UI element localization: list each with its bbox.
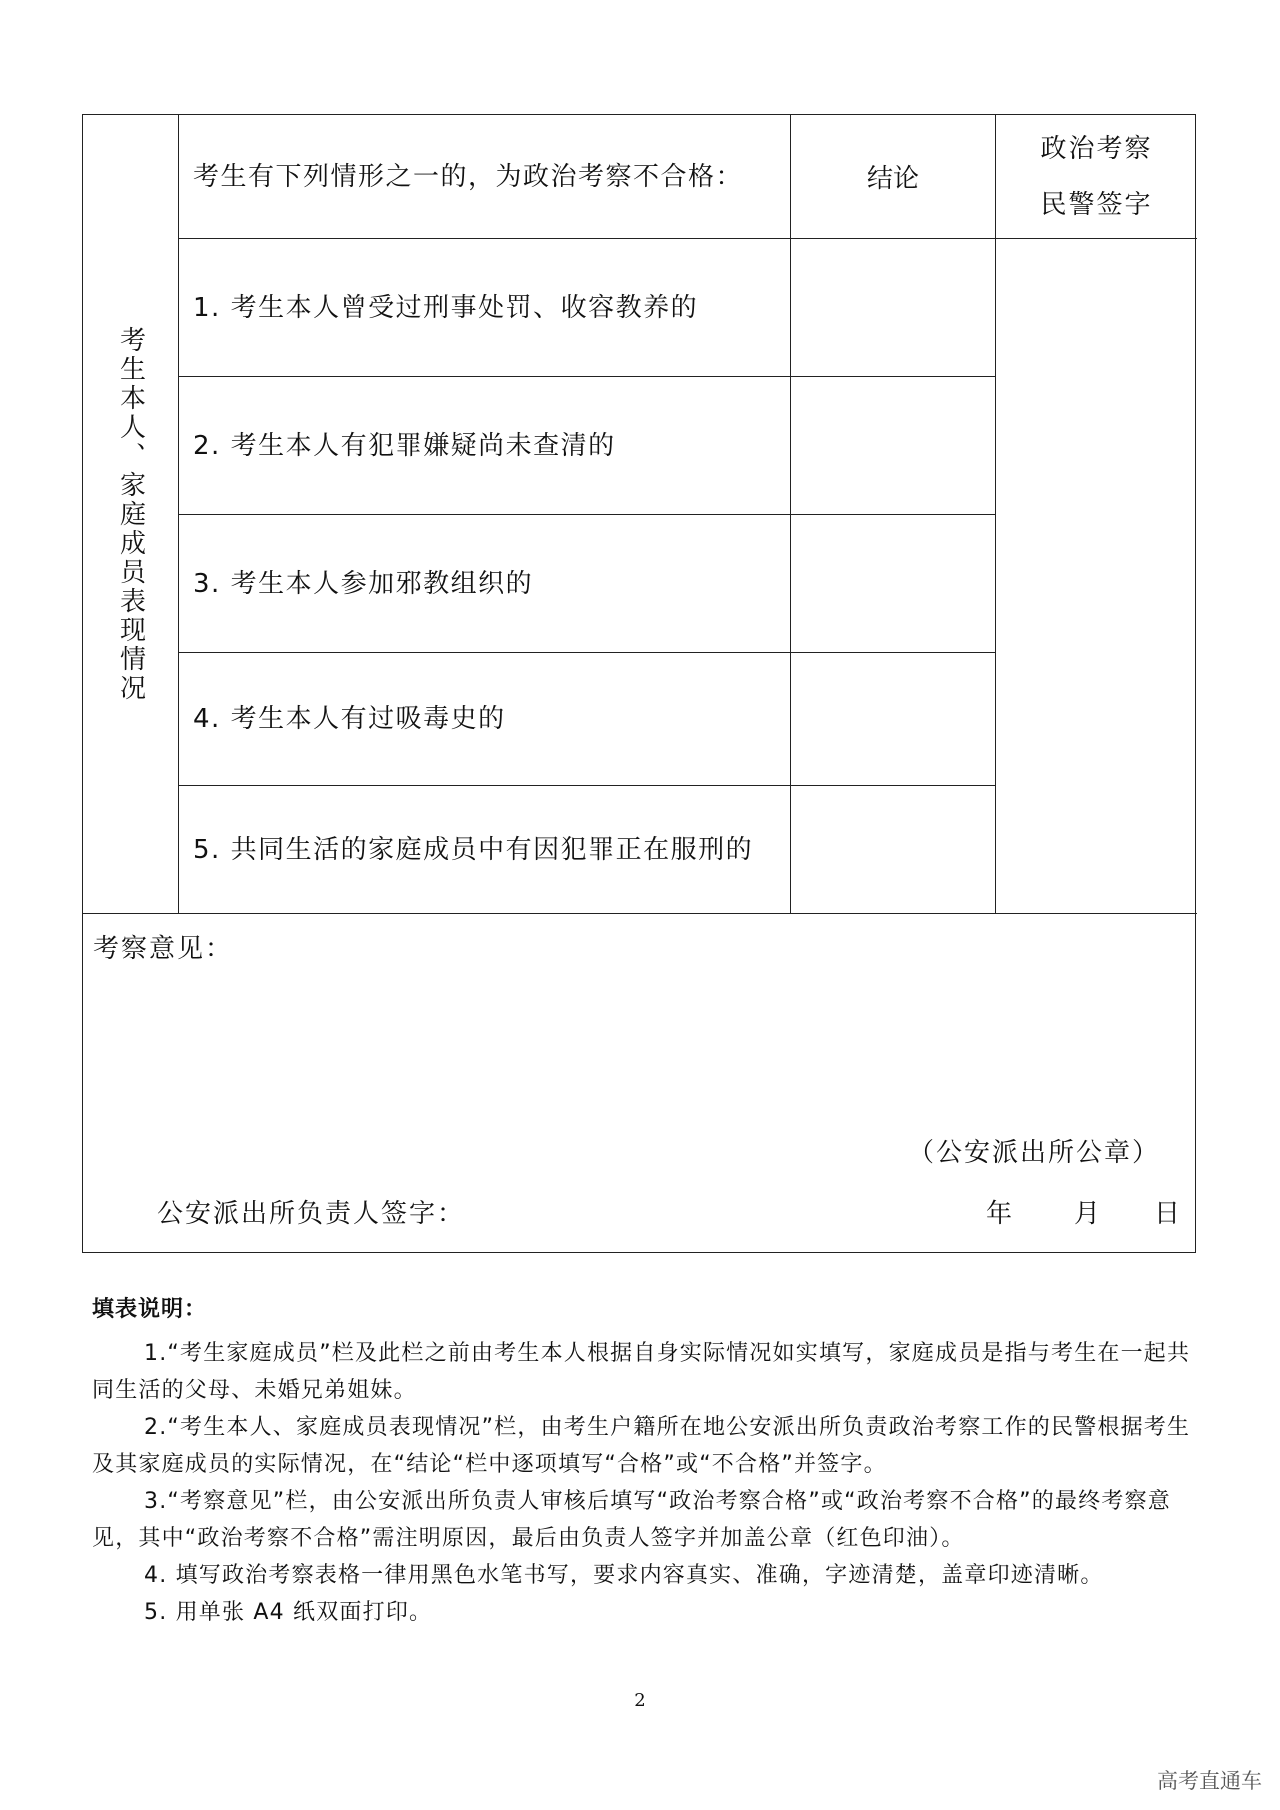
criteria-text-5: 5. 共同生活的家庭成员中有因犯罪正在服刑的 (179, 786, 791, 913)
instructions-title: 填表说明： (92, 1297, 208, 1322)
side-label-cell (83, 115, 179, 914)
station-head-signature-label: 公安派出所负责人签字： (157, 1199, 466, 1229)
instruction-item: 3.“考察意见”栏，由公安派出所负责人审核后填写“政治考察合格”或“政治考察不合格”的最终考察意见，其中“政治考察不合格”需注明原因，最后由负责人签字并加盖公章（红色印油）。 (92, 1489, 1171, 1551)
officer-signature-cell[interactable] (995, 239, 1197, 914)
conclusion-cell-4[interactable] (791, 653, 995, 785)
date-month: 月 (1073, 1199, 1100, 1229)
conclusion-cell-2[interactable] (791, 377, 995, 514)
date-year: 年 (985, 1199, 1012, 1229)
form-instructions (92, 1292, 1202, 1631)
officer-signature-header (995, 115, 1197, 239)
conclusion-cell-3[interactable] (791, 515, 995, 652)
watermark: 高考直通车 (1157, 1769, 1262, 1793)
criteria-row (179, 653, 995, 786)
date-day: 日 (1153, 1199, 1180, 1229)
instruction-item: 2.“考生本人、家庭成员表现情况”栏，由考生户籍所在地公安派出所负责政治考察工作的民警根据考生及其家庭成员的实际情况，在“结论“栏中逐项填写“合格”或“不合格”并签字。 (92, 1415, 1191, 1477)
political-review-table (82, 114, 1196, 1253)
conclusion-cell-5[interactable] (791, 786, 995, 913)
criteria-text-4: 4. 考生本人有过吸毒史的 (179, 653, 791, 785)
criteria-row (179, 786, 995, 914)
conclusion-cell-1[interactable] (791, 239, 995, 376)
criteria-row (179, 377, 995, 515)
instruction-item: 5. 用单张 A4 纸双面打印。 (144, 1600, 433, 1625)
criteria-text-1: 1. 考生本人曾受过刑事处罚、收容教养的 (179, 239, 791, 376)
review-opinion-section[interactable] (83, 914, 1194, 1251)
sign-header-line2: 民警签字 (1040, 189, 1153, 220)
criteria-row (179, 515, 995, 653)
criteria-header: 考生有下列情形之一的，为政治考察不合格： (179, 115, 791, 238)
criteria-text-2: 2. 考生本人有犯罪嫌疑尚未查清的 (179, 377, 791, 514)
sign-header-line1: 政治考察 (1040, 133, 1153, 164)
side-label: 考生本人、家庭成员表现情况 (115, 325, 146, 703)
page-number: 2 (634, 1690, 646, 1711)
instruction-item: 4. 填写政治考察表格一律用黑色水笔书写，要求内容真实、准确，字迹清楚，盖章印迹清晰。 (144, 1563, 1104, 1588)
criteria-row (179, 239, 995, 377)
police-station-stamp-label: （公安派出所公章） (907, 1138, 1160, 1168)
signature-date (986, 1193, 1180, 1230)
criteria-text-3: 3. 考生本人参加邪教组织的 (179, 515, 791, 652)
conclusion-header: 结论 (866, 164, 919, 194)
header-row (179, 115, 995, 239)
opinion-label: 考察意见： (93, 934, 234, 964)
instruction-item: 1.“考生家庭成员”栏及此栏之前由考生本人根据自身实际情况如实填写，家庭成员是指与考生在一起共同生活的父母、未婚兄弟姐妹。 (92, 1341, 1191, 1403)
